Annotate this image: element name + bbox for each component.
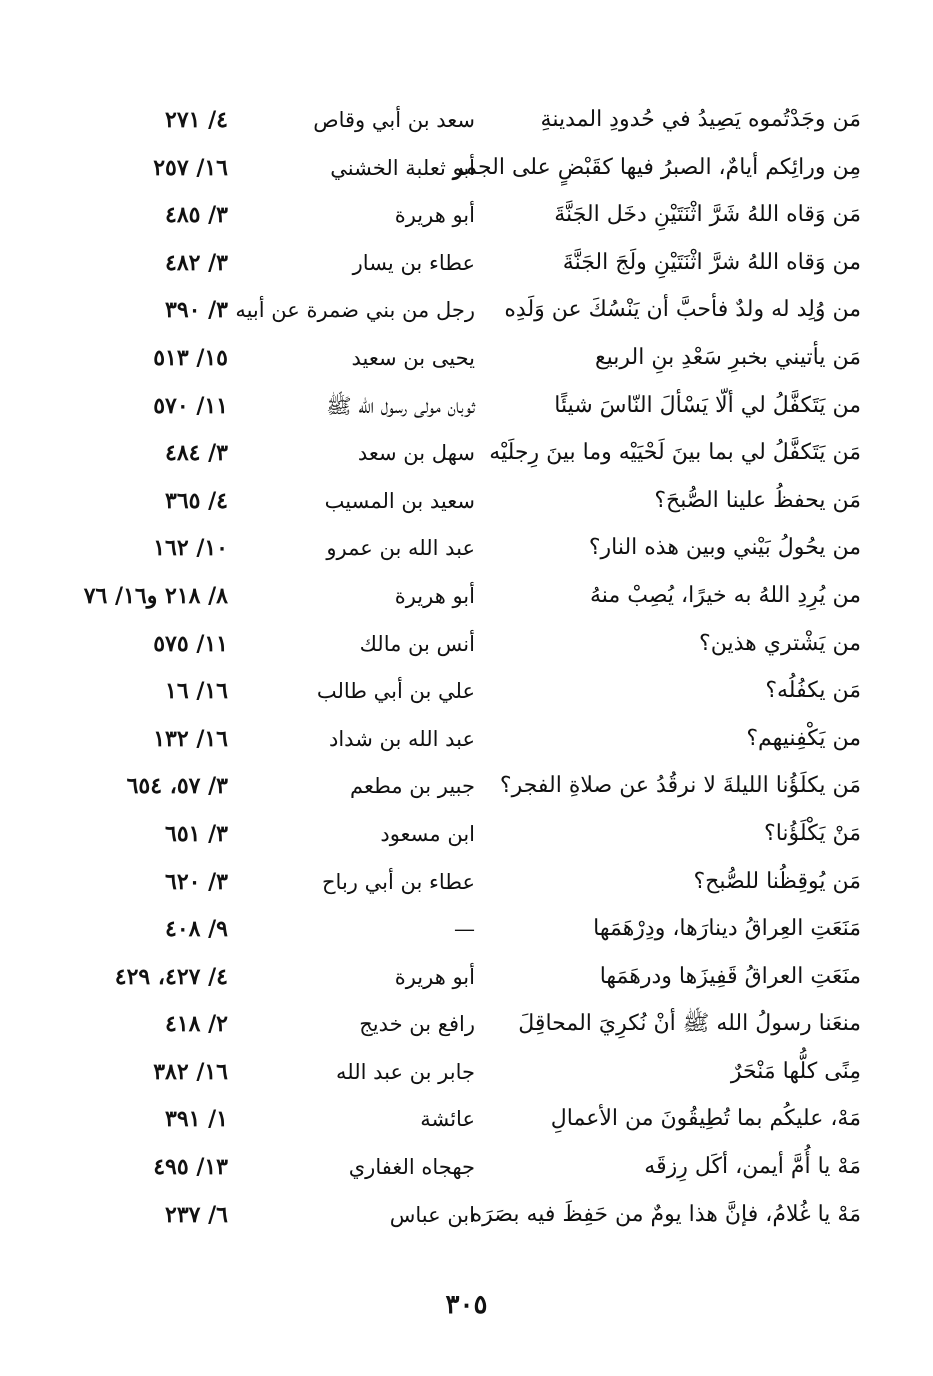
table-row [0,668,933,716]
volume-page-reference: ٦/ ٢٣٧ [165,1201,228,1228]
narrator-name: عبد الله بن عمرو [326,536,475,561]
table-row [0,573,933,621]
hadith-text: مَن يكلَؤُنا الليلةَ لا نرقُدُ عن صلاةِ الفجر؟ [499,773,861,799]
volume-page-reference: ٣/ ٥٧، ٦٥٤ [126,773,228,800]
narrator-name: أبو هريرة [394,964,475,989]
narrator-name: جبير بن مطعم [349,774,475,799]
hadith-text: منَعَتِ العراقُ قَفِيزَها ودرهَمَها [599,963,861,989]
table-row [0,335,933,383]
volume-page-reference: ٣/ ٤٨٥ [165,202,228,229]
hadith-text: مَن يُوقِظُنا للصُّبح؟ [693,868,861,894]
table-row [0,906,933,954]
hadith-text: مَهْ يا غُلامُ، فإنَّ هذا يومٌ من حَفِظَ فيه بصَرَه [470,1201,861,1227]
table-row [0,1001,933,1049]
hadith-text: من يحُولُ بَيْني وبين هذه النار؟ [588,535,861,561]
narrator-name: سهل بن سعد [357,441,475,466]
table-row [0,145,933,193]
narrator-name: أنس بن مالك [359,631,475,656]
hadith-text: مِن ورائِكم أيامٌ، الصبرُ فيها كقَبْضٍ على الجمر [453,154,861,180]
hadith-text: مَن يكفُلُه؟ [765,678,861,704]
narrator-name: رافع بن خديج [359,1012,475,1037]
table-row [0,954,933,1002]
volume-page-reference: ١/ ٣٩١ [165,1106,228,1133]
table-row [0,97,933,145]
volume-page-reference: ٢/ ٤١٨ [165,1011,228,1038]
hadith-text: من يَكْفِنيهم؟ [746,725,861,751]
narrator-name: سعد بن أبي وقاص [313,108,475,132]
table-row [0,287,933,335]
narrator-name: يحيى بن سعيد [351,345,475,370]
hadith-text: من وُلِد له ولدٌ فأحبَّ أن يَنْسُكَ عن وَلَدِه [504,297,861,323]
table-row [0,383,933,431]
narrator-name: ثوبان مولى رسول الله ﷺ [326,393,475,418]
hadith-text: مَن وجَدْتُموه يَصِيدُ في حُدودِ المدينةِ [540,107,861,132]
hadith-text: مَنَعَتِ العِراقُ دينارَها، ودِرْهَمَها [593,916,861,942]
narrator-name: ابن مسعود [380,821,475,846]
table-row [0,1096,933,1144]
hadith-text: مِنًى كلُّها مَنْحَرٌ [730,1058,861,1084]
narrator-name: أبو ثعلبة الخشني [330,155,475,180]
narrator-name: عطاء بن أبي رباح [321,869,475,894]
hadith-text: من يُرِدِ اللهُ به خيرًا، يُصِبْ منهُ [590,582,861,608]
volume-page-reference: ٤/ ٣٦٥ [165,487,228,514]
hadith-text: مَهْ، عليكُم بما تُطِيقُونَ من الأعمالِ [550,1106,861,1132]
table-row [0,1144,933,1192]
volume-page-reference: ١٥/ ٥١٣ [153,344,228,371]
volume-page-reference: ٣/ ٤٨٢ [165,249,228,276]
narrator-name: عبد الله بن شداد [329,726,475,751]
volume-page-reference: ٣/ ٤٨٤ [165,440,228,467]
narrator-name: رجل من بني ضمرة عن أبيه [235,298,475,323]
narrator-name: سعيد بن المسيب [324,488,475,513]
volume-page-reference: ٣/ ٣٩٠ [165,297,228,324]
volume-page-reference: ١١/ ٥٧٠ [153,392,228,419]
table-row [0,240,933,288]
table-row [0,192,933,240]
volume-page-reference: ٩/ ٤٠٨ [165,916,228,943]
table-row [0,859,933,907]
hadith-index-table [0,97,933,1239]
table-row [0,621,933,669]
volume-page-reference: ٨/ ٢١٨ و١٦/ ٧٦ [83,582,228,609]
volume-page-reference: ١٦/ ٢٥٧ [153,154,228,181]
hadith-text: مَن وَقاه اللهُ شَرَّ اثْنَتَيْنِ دخَل الجَنَّةَ [554,202,861,228]
table-row [0,763,933,811]
narrator-name: عائشة [420,1107,475,1132]
table-row [0,478,933,526]
hadith-text: مَن يأتيني بخبرِ سَعْدِ بنِ الربيع [594,344,861,370]
table-row [0,716,933,764]
narrator-name: جهجاه الغفاري [348,1155,475,1180]
table-row [0,811,933,859]
hadith-text: مَهْ يا أُمَّ أيمن، أكَل رِزقَه [644,1154,861,1180]
volume-page-reference: ١٦/ ١٣٢ [153,725,228,752]
volume-page-reference: ٤/ ٤٢٧، ٤٢٩ [114,963,228,990]
narrator-name: أبو هريرة [394,583,475,608]
hadith-text: من وَقاه اللهُ شرَّ اثْنَتَيْنِ ولَجَ الجَنَّةَ [562,249,861,275]
narrator-name: جابر بن عبد الله [335,1059,475,1084]
volume-page-reference: ٤/ ٢٧١ [165,107,228,133]
table-row [0,1049,933,1097]
hadith-text: مَن يَتَكفَّلُ لي بما بينَ لَحْيَيْه وما بينَ رِجلَيْه [489,440,861,466]
volume-page-reference: ١٣/ ٤٩٥ [153,1154,228,1181]
page-number: ٣٠٥ [445,1290,488,1320]
table-row [0,430,933,478]
table-row [0,1192,933,1240]
volume-page-reference: ١٦/ ٣٨٢ [153,1058,228,1085]
hadith-text: منعَنا رسولُ الله ﷺ أنْ نُكرِيَ المحاقِلَ [518,1011,861,1037]
volume-page-reference: ١٠/ ١٦٢ [153,535,228,562]
narrator-name: علي بن أبي طالب [316,679,475,704]
narrator-name: أبو هريرة [394,203,475,228]
narrator-name: عطاء بن يسار [352,250,475,275]
hadith-text: من يَشْتري هذين؟ [699,630,861,656]
volume-page-reference: ١٦/ ١٦ [165,678,228,705]
narrator-name: ابن عباس [389,1202,475,1227]
volume-page-reference: ٣/ ٦٢٠ [165,868,228,895]
hadith-text: من يَتَكفَّلُ لي ألّا يَسْألَ النّاسَ شيئًا [554,392,861,418]
hadith-text: مَنْ يَكْلَؤُنا؟ [764,820,861,846]
narrator-name: — [454,917,475,942]
table-row [0,525,933,573]
hadith-text: مَن يحفظُ علينا الصُّبحَ؟ [654,487,861,513]
volume-page-reference: ١١/ ٥٧٥ [153,630,228,657]
volume-page-reference: ٣/ ٦٥١ [165,820,228,847]
